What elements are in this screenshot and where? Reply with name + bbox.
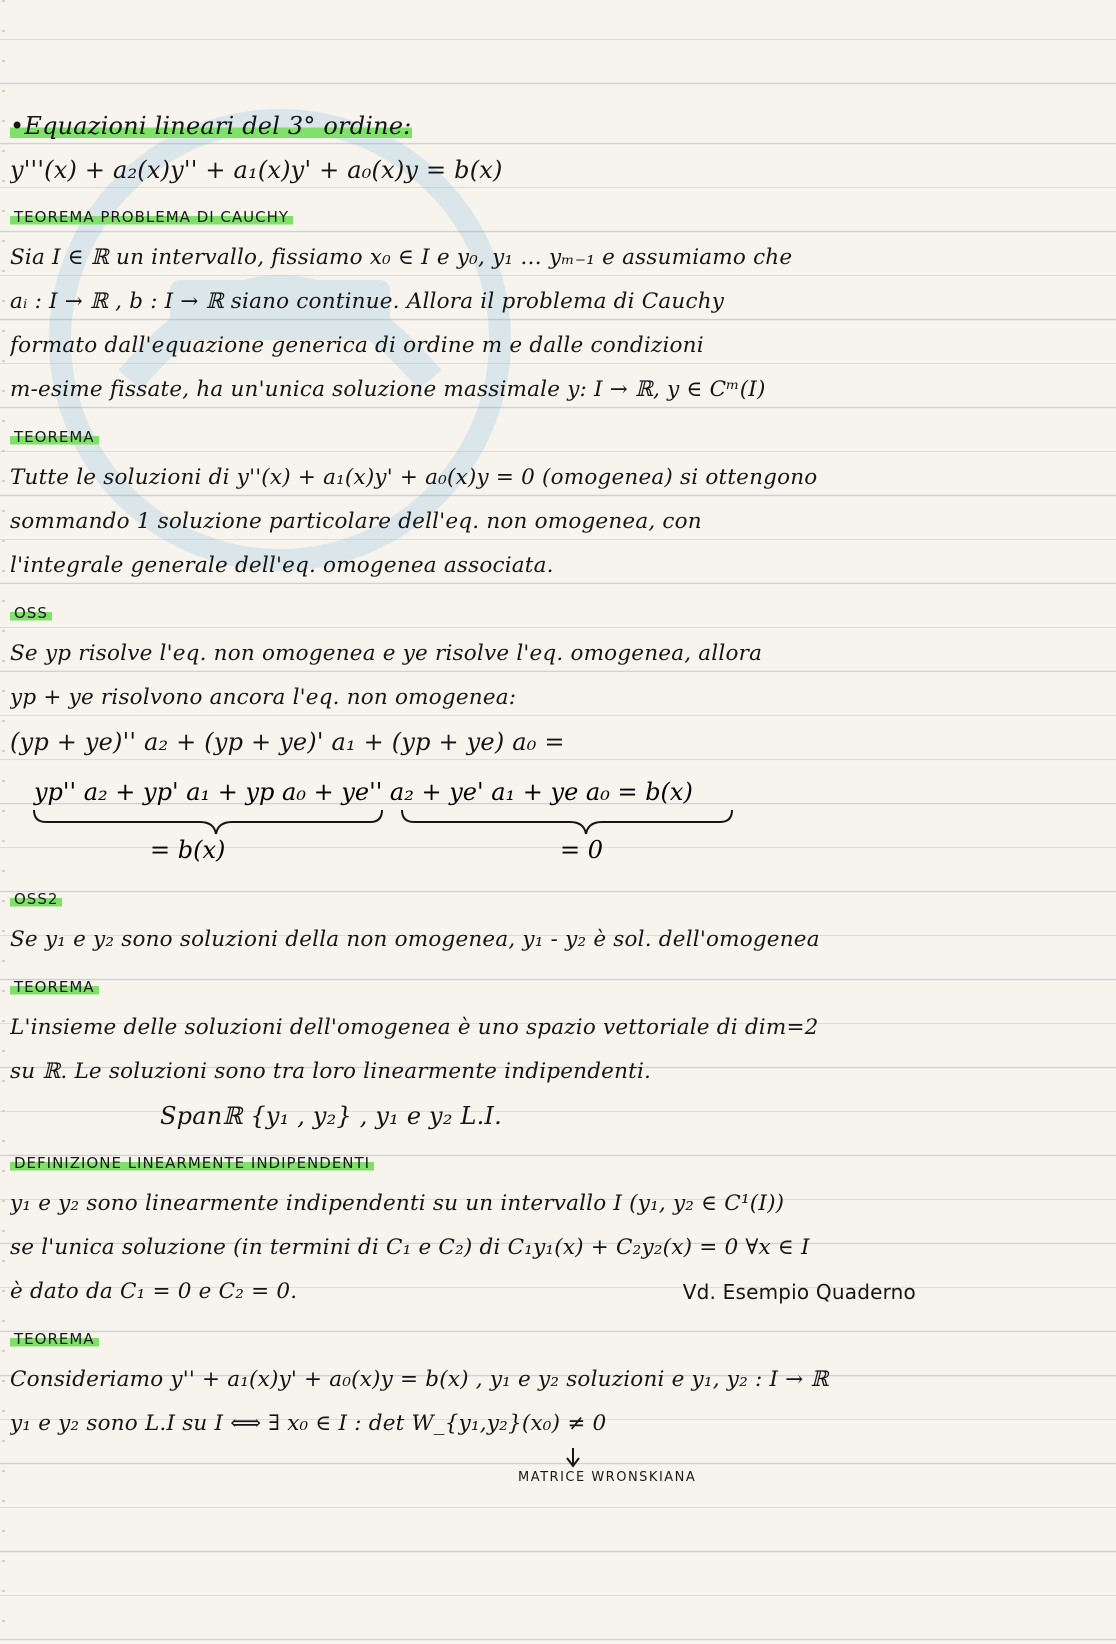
brace-equation (10, 764, 1106, 874)
note-line-27 (10, 1270, 1106, 1314)
note-line-6: formato dall'equazione generica di ordine m e dalle condizioni (10, 333, 704, 358)
down-arrow-icon (563, 1446, 583, 1470)
note-line-23: Spanℝ {y₁ , y₂} , y₁ e y₂ L.I. (160, 1102, 502, 1130)
wronskian-annotation (10, 1446, 1106, 1500)
definition-end: è dato da C₁ = 0 e C₂ = 0. (10, 1279, 298, 1304)
note-line-5: aᵢ : I → ℝ , b : I → ℝ siano continue. Allora il problema di Cauchy (10, 289, 725, 314)
note-line-11: l'integrale generale dell'eq. omogenea associata. (10, 553, 554, 578)
heading-cauchy: TEOREMA PROBLEMA DI CAUCHY (10, 206, 293, 228)
heading-oss2: OSS2 (10, 888, 62, 910)
heading-definizione: DEFINIZIONE LINEARMENTE INDIPENDENTI (10, 1152, 374, 1174)
note-line-21: L'insieme delle soluzioni dell'omogenea è uno spazio vettoriale di dim=2 (10, 1015, 819, 1040)
note-line-18 (10, 874, 1106, 918)
note-line-28 (10, 1314, 1106, 1358)
note-line-7: m-esime fissate, ha un'unica soluzione massimale y: I → ℝ, y ∈ Cᵐ(I) (10, 377, 766, 402)
note-line-17: yp'' a₂ + yp' a₁ + yp a₀ + ye'' a₂ + ye' a₁ + ye a₀ = b(x) (34, 778, 693, 806)
heading-teorema-1: TEOREMA (10, 426, 99, 448)
note-line-9: Tutte le soluzioni di y''(x) + a₁(x)y' + a₀(x)y = 0 (omogenea) si ottengono (10, 465, 818, 490)
notebook-reference: Vd. Esempio Quaderno (682, 1280, 916, 1304)
heading-teorema-2: TEOREMA (10, 976, 99, 998)
underbrace-label-zero: = 0 (560, 836, 604, 864)
note-line-20 (10, 962, 1106, 1006)
note-line-30: y₁ e y₂ sono L.I su I ⟺ ∃ x₀ ∈ I : det W_{y₁,y₂}(x₀) ≠ 0 (10, 1411, 607, 1436)
heading-oss: OSS (10, 602, 52, 624)
note-line-2: y'''(x) + a₂(x)y'' + a₁(x)y' + a₀(x)y = b(x) (10, 156, 503, 184)
note-line-14: yp + ye risolvono ancora l'eq. non omogenea: (10, 685, 517, 710)
note-line-29: Consideriamo y'' + a₁(x)y' + a₀(x)y = b(x) , y₁ e y₂ soluzioni e y₁, y₂ : I → ℝ (10, 1367, 829, 1392)
margin-dots (2, 0, 5, 1644)
underbrace-label-b: = b(x) (150, 836, 226, 864)
note-line-8 (10, 412, 1106, 456)
note-line-22: su ℝ. Le soluzioni sono tra loro linearmente indipendenti. (10, 1059, 652, 1084)
note-line-3 (10, 192, 1106, 236)
underbrace-marks (30, 808, 790, 838)
note-line-10: sommando 1 soluzione particolare dell'eq. non omogenea, con (10, 509, 702, 534)
section-title: •Equazioni lineari del 3° ordine: (10, 112, 412, 140)
note-line-24 (10, 1138, 1106, 1182)
note-line-26: se l'unica soluzione (in termini di C₁ e C₂) di C₁y₁(x) + C₂y₂(x) = 0 ∀x ∈ I (10, 1235, 810, 1260)
note-line-12 (10, 588, 1106, 632)
note-line-1 (10, 104, 1106, 148)
heading-teorema-3: TEOREMA (10, 1328, 99, 1350)
note-line-15: (yp + ye)'' a₂ + (yp + ye)' a₁ + (yp + ye) a₀ = (10, 728, 565, 756)
note-line-19: Se y₁ e y₂ sono soluzioni della non omogenea, y₁ - y₂ è sol. dell'omogenea (10, 927, 820, 952)
note-line-4: Sia I ∈ ℝ un intervallo, fissiamo x₀ ∈ I e y₀, y₁ … yₘ₋₁ e assumiamo che (10, 245, 793, 270)
wronskian-caption: MATRICE WRONSKIANA (518, 1470, 697, 1485)
note-line-25: y₁ e y₂ sono linearmente indipendenti su un intervallo I (y₁, y₂ ∈ C¹(I)) (10, 1191, 785, 1216)
note-line-13: Se yp risolve l'eq. non omogenea e ye risolve l'eq. omogenea, allora (10, 641, 763, 666)
notes-content (10, 104, 1106, 1500)
